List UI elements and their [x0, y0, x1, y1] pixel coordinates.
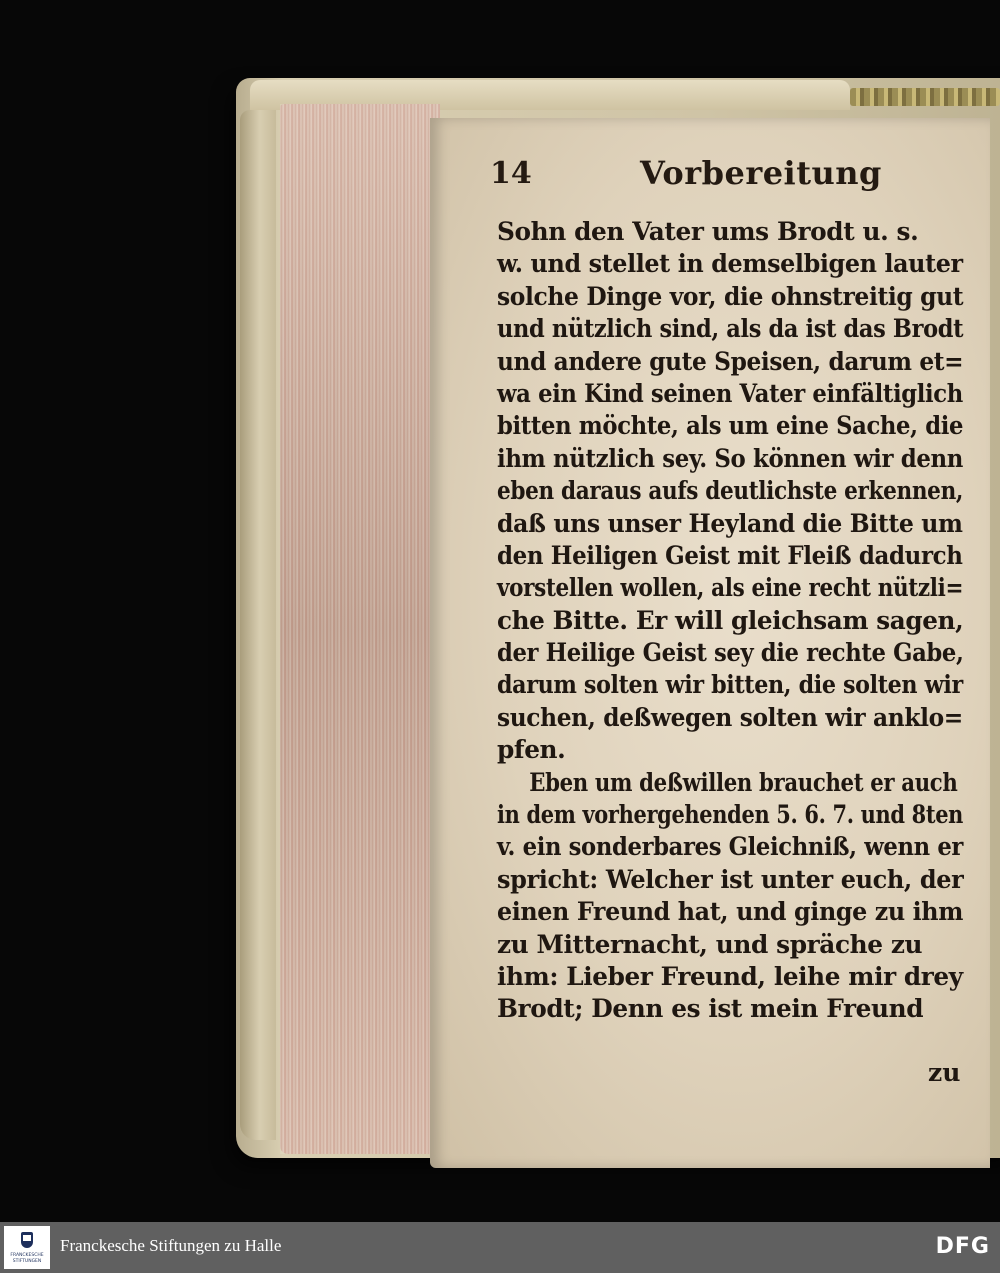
page-header: [490, 150, 910, 200]
text-line: v. ein sonderbares Gleichniß, wenn er: [497, 832, 963, 862]
institution-logo[interactable]: [4, 1226, 50, 1269]
text-line: Sohn den Vater ums Brodt u. s.: [497, 217, 919, 246]
text-line: wa ein Kind seinen Vater einfältiglich: [497, 378, 963, 408]
text-line: ihm: Lieber Freund, leihe mir drey: [497, 961, 963, 991]
page-edges: [280, 104, 440, 1154]
institution-name[interactable]: Franckesche Stiftungen zu Halle: [60, 1236, 282, 1255]
page-number: 14: [490, 156, 532, 191]
text-line: w. und stellet in demselbigen lauter: [497, 249, 963, 279]
book-clasp: [850, 88, 1000, 106]
dfg-logo[interactable]: DFG: [935, 1234, 990, 1259]
text-line: ihm nützlich sey. So können wir denn: [497, 443, 964, 473]
text-line: in dem vorhergehenden 5. 6. 7. und 8ten: [497, 800, 964, 830]
text-line: che Bitte. Er will gleichsam sagen,: [497, 605, 964, 635]
running-head: Vorbereitung: [640, 154, 882, 192]
text-line: eben daraus aufs deutlichste erkennen,: [497, 476, 964, 506]
footer-bar: [0, 1222, 1000, 1273]
eagle-emblem-icon: [21, 1232, 33, 1248]
text-line: der Heilige Geist sey die rechte Gabe,: [497, 638, 964, 668]
text-line: solche Dinge vor, die ohnstreitig gut: [497, 281, 964, 311]
text-line: einen Freund hat, und ginge zu ihm: [497, 897, 964, 927]
page-text: [497, 216, 967, 1026]
text-line: zu Mitternacht, und spräche zu: [497, 929, 923, 959]
text-line: daß uns unser Heyland die Bitte um: [497, 508, 963, 538]
logo-text-line-2: STIFTUNGEN: [12, 1259, 42, 1264]
text-line: den Heiligen Geist mit Fleiß dadurch: [497, 540, 963, 570]
text-line: darum solten wir bitten, die solten wir: [497, 670, 963, 700]
text-line: Brodt; Denn es ist mein Freund: [497, 994, 924, 1024]
text-line: suchen, deßwegen solten wir anklo=: [497, 702, 963, 732]
logo-text-line-1: FRANCKESCHE: [10, 1253, 44, 1258]
book-spine: [240, 110, 276, 1140]
catchword: zu: [928, 1058, 961, 1087]
text-line: pfen.: [497, 735, 566, 765]
text-line: und andere gute Speisen, darum et=: [497, 346, 964, 376]
text-line: und nützlich sind, als da ist das Brodt: [497, 314, 964, 344]
text-line: vorstellen wollen, als eine recht nützli=: [497, 573, 964, 603]
text-line: bitten möchte, als um eine Sache, die: [497, 411, 964, 441]
text-line: spricht: Welcher ist unter euch, der: [497, 864, 964, 894]
text-line: Eben um deßwillen brauchet er auch: [529, 767, 958, 797]
